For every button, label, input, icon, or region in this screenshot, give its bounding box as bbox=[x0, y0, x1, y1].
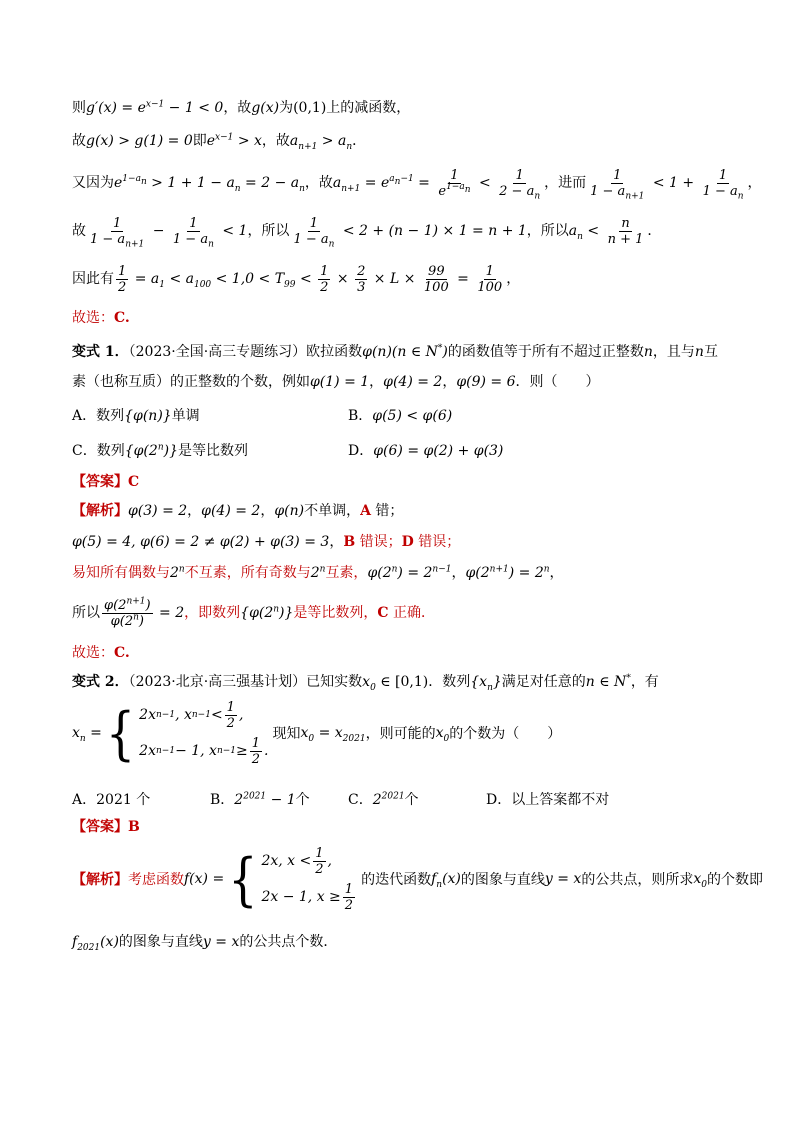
variant1-analysis-line1: 【解析】φ(3) = 2，φ(4) = 2，φ(n)不单调，A 错； bbox=[72, 503, 404, 519]
variant1-answer: 【答案】C bbox=[72, 474, 140, 490]
fraction: $\frac{1}{1 - a_{n+1}}$ bbox=[590, 167, 645, 202]
fraction: $\frac{1}{2 - a_n}$ bbox=[499, 167, 541, 202]
left-brace: { bbox=[105, 699, 136, 767]
variant1-option-a[interactable]: A．数列{φ(n)}单调 bbox=[72, 408, 200, 424]
variant1-question-line2: 素（也称互质）的正整数的个数，例如φ(1) = 1，φ(4) = 2，φ(9) = 6．则（ ） bbox=[72, 374, 600, 390]
variant1-option-b[interactable]: B．φ(5) < φ(6) bbox=[348, 408, 453, 424]
fraction: $\frac{1}{2}$ bbox=[118, 263, 127, 295]
variant1-question-line1: 变式 1．（2023·全国·高三专题练习）欧拉函数φ(n)(n ∈ N*)的函数值等于所有不超过正整数n，且与n互 bbox=[72, 343, 718, 360]
proof-line-2: 故g(x) > g(1) = 0即$e^{x-1} > x$，故$a_{n+1} > a_n$． bbox=[72, 132, 367, 152]
variant1-option-c[interactable]: C．数列{φ(2$^n$)}是等比数列 bbox=[72, 442, 248, 459]
variant2-answer: 【答案】B bbox=[72, 819, 140, 835]
fraction: $\frac{99}{100}$ bbox=[423, 263, 449, 295]
variant2-option-c[interactable]: C．$2^{2021}$个 bbox=[348, 791, 419, 808]
fraction: $\frac{1}{1 - a_n}$ bbox=[172, 215, 214, 250]
fraction: $\frac{\varphi(2^{n+1})}{\varphi(2^n)}$ bbox=[104, 596, 151, 629]
fraction: $\frac{1}{100}$ bbox=[477, 263, 503, 295]
proof-line-5: 因此有 $\frac{1}{2}$ = $a_1 < a_{100} < 1,0 < T_{99}$ < $\frac{1}{2}$ × $\frac{2}{3}$ × L × $\frac{99}{100}$ = $\frac{1}{100}$ ， bbox=[72, 263, 521, 295]
variant2-option-d[interactable]: D．以上答案都不对 bbox=[486, 792, 610, 808]
proof-line-3: 又因为$e^{1-a_n} > 1 + 1 - a_n = 2 - a_n$，故$a_{n+1} = e^{a_n-1}$ = $\frac{1}{e^{1-a_n}}$ < $\frac{1}{2 - a_n}$ ，进而 $\frac{1}{1 - a_{n+1}}$ < 1 + $\frac{1}{1 - a_n}$ ， bbox=[72, 167, 762, 202]
variant2-question-line1: 变式 2．（2023·北京·高三强基计划）已知实数$x_0$ ∈ [0,1)．数列$\{x_n\}$满足对任意的n ∈ N*，有 bbox=[72, 673, 659, 693]
variant2-analysis-line1: 【解析】 考虑函数 f(x) = { 2x, x < $\frac{1}{2}$ , 2x − 1, x ≥ $\frac{1}{2}$ 的迭代函数 $f_n(x)$ 的图象与直线 y = x 的公共点，则所求 $x_0$ 的个数即 bbox=[72, 845, 763, 913]
variant2-option-b[interactable]: B．$2^{2021} - 1$个 bbox=[210, 791, 310, 808]
variant1-analysis-line3: 易知所有偶数与2$^n$不互素，所有奇数与2$^n$互素，$\varphi(2^n) = 2^{n-1}$，$\varphi(2^{n+1}) = 2^n$， bbox=[72, 564, 564, 581]
proof-line-4: 故 $\frac{1}{1 - a_{n+1}}$ − $\frac{1}{1 - a_n}$ < 1，所以 $\frac{1}{1 - a_n}$ < 2 + (n − 1) × 1 = n + 1，所以$a_n$ < $\frac{n}{n + 1}$ ． bbox=[72, 215, 662, 250]
proof-line-1: 则$g'(x) = e^{x-1} - 1 < 0$，故g(x)为(0,1)上的减函数， bbox=[72, 99, 411, 116]
fraction: $\frac{1}{1 - a_n}$ bbox=[702, 167, 744, 202]
variant1-option-d[interactable]: D．φ(6) = φ(2) + φ(3) bbox=[348, 443, 504, 459]
fraction: $\frac{n}{n + 1}$ bbox=[607, 215, 644, 247]
variant1-analysis-line4: 所以 $\frac{\varphi(2^{n+1})}{\varphi(2^n)}$ = 2，即数列{φ(2$^n$)}是等比数列，C 正确． bbox=[72, 596, 436, 629]
fraction: $\frac{1}{1 - a_n}$ bbox=[293, 215, 335, 250]
variant2-recurrence: $x_n$ = { 2x n−1 , x n−1 < $\frac{1}{2}$ , 2x n−1 − 1, x n−1 ≥ $\frac{1}{2}$ . 现知 $x_0 = x_{2021}$ ，则可能的 $x_0$ 的个数为（ ） bbox=[72, 699, 562, 767]
proof-conclusion: 故选：C. bbox=[72, 310, 130, 326]
fraction: $\frac{1}{e^{1-a_n}}$ bbox=[438, 167, 471, 199]
fraction: $\frac{1}{1 - a_{n+1}}$ bbox=[90, 215, 145, 250]
variant1-analysis-line2: φ(5) = 4, φ(6) = 2 ≠ φ(2) + φ(3) = 3，B 错误；D 错误； bbox=[72, 534, 461, 550]
fraction: $\frac{2}{3}$ bbox=[357, 263, 366, 295]
left-brace: { bbox=[228, 845, 258, 913]
variant1-conclusion: 故选：C. bbox=[72, 645, 130, 661]
fraction: $\frac{1}{2}$ bbox=[320, 263, 329, 295]
variant2-option-a[interactable]: A．2021 个 bbox=[72, 792, 151, 808]
variant2-analysis-line2: $f_{2021}(x)$的图象与直线y = x的公共点个数． bbox=[72, 934, 338, 953]
